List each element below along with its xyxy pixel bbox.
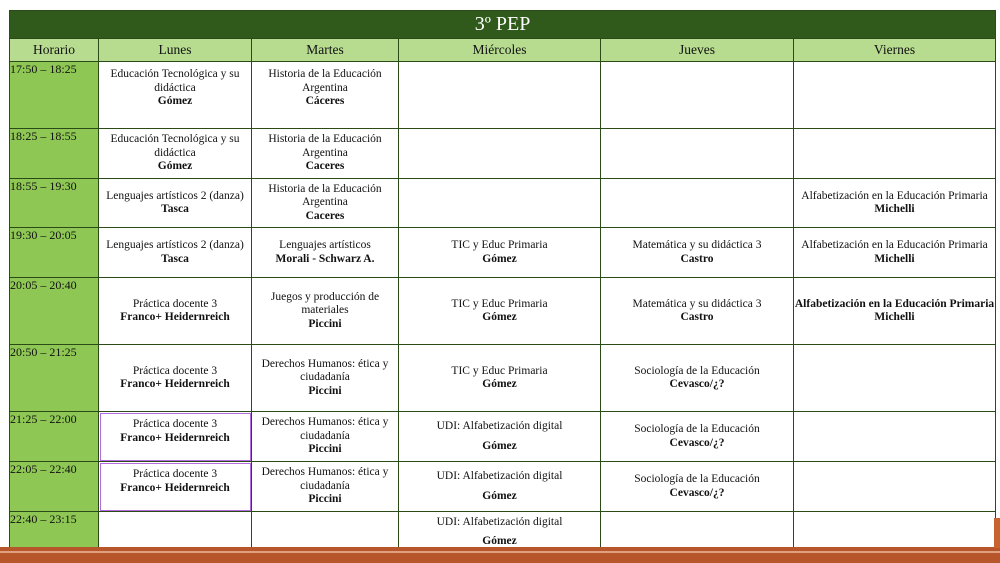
subject-text: Matemática y su didáctica 3 [632, 297, 762, 310]
teacher-text: Gómez [482, 489, 517, 502]
class-cell-lunes [99, 179, 252, 228]
teacher-text: Gómez [157, 95, 193, 107]
teacher-text: Piccini [308, 384, 342, 397]
schedule-title: 3º PEP [10, 11, 996, 39]
teacher-text: Michelli [874, 203, 915, 215]
time-slot: 20:50 – 21:25 [10, 345, 99, 412]
subject-text: Derechos Humanos: ética y ciudadanía [261, 357, 389, 384]
schedule-row [10, 412, 996, 462]
subject-text: Educación Tecnológica y su didáctica [110, 133, 240, 159]
header-viernes: Viernes [794, 39, 996, 62]
subject-text: Lenguajes artísticos [279, 239, 371, 251]
teacher-text: Piccini [308, 443, 342, 456]
subject-text: UDI: Alfabetización digital [436, 470, 563, 482]
class-cell-martes [252, 179, 399, 228]
time-slot: 18:55 – 19:30 [10, 179, 99, 228]
teacher-text: Franco+ Heidernreich [120, 481, 230, 494]
subject-text: Sociología de la Educación [634, 423, 760, 435]
teacher-text: Cevasco/¿? [669, 378, 725, 390]
teacher-text: Piccini [308, 317, 342, 330]
subject-text: Lenguajes artísticos 2 (danza) [106, 189, 244, 202]
teacher-text: Franco+ Heidernreich [120, 378, 230, 390]
subject-text: Juegos y producción de materiales [270, 290, 380, 317]
time-slot: 22:40 – 23:15 [10, 512, 99, 553]
class-cell-viernes [794, 179, 996, 228]
subject-text: Historia de la Educación Argentina [268, 133, 382, 159]
time-slot: 19:30 – 20:05 [10, 228, 99, 278]
teacher-text: Cáceres [305, 95, 345, 107]
teacher-text: Morali - Schwarz A. [275, 252, 375, 265]
subject-text: Sociología de la Educación [634, 364, 760, 377]
schedule-row [10, 462, 996, 512]
time-slot: 17:50 – 18:25 [10, 62, 99, 129]
class-cell-jueves [601, 228, 794, 278]
class-cell-martes [252, 462, 399, 512]
teacher-text: Franco+ Heidernreich [120, 311, 230, 323]
schedule-row [10, 62, 996, 129]
time-slot: 22:05 – 22:40 [10, 462, 99, 512]
subject-text: UDI: Alfabetización digital [436, 515, 563, 528]
subject-text: Alfabetización en la Educación Primaria [801, 239, 988, 251]
teacher-text: Cevasco/¿? [669, 486, 725, 499]
class-cell-miercoles [399, 62, 601, 129]
class-cell-miercoles [399, 412, 601, 462]
teacher-text: Gómez [482, 311, 517, 323]
class-cell-miercoles [399, 278, 601, 345]
subject-text: Alfabetización en la Educación Primaria [794, 297, 995, 310]
teacher-text: Michelli [874, 252, 915, 265]
right-accent-bar [994, 518, 1000, 548]
class-cell-martes [252, 412, 399, 462]
header-martes: Martes [252, 39, 399, 62]
teacher-text: Gómez [482, 535, 517, 547]
class-cell-lunes [99, 228, 252, 278]
schedule-row [10, 278, 996, 345]
subject-text: TIC y Educ Primaria [451, 364, 548, 377]
class-cell-jueves [601, 179, 794, 228]
time-slot: 20:05 – 20:40 [10, 278, 99, 345]
schedule-row [10, 129, 996, 179]
teacher-text: Franco+ Heidernreich [120, 431, 230, 444]
class-cell-miercoles [399, 228, 601, 278]
class-cell-viernes [794, 412, 996, 462]
schedule-row [10, 228, 996, 278]
class-cell-martes [252, 129, 399, 179]
teacher-text: Piccini [308, 493, 342, 506]
class-cell-viernes [794, 129, 996, 179]
teacher-text: Gómez [157, 160, 193, 173]
class-cell-miercoles [399, 345, 601, 412]
class-cell-jueves [601, 129, 794, 179]
class-cell-martes [252, 278, 399, 345]
subject-text: Práctica docente 3 [132, 297, 218, 310]
header-miercoles: Miércoles [399, 39, 601, 62]
teacher-text: Gómez [482, 378, 517, 390]
class-cell-martes [252, 345, 399, 412]
teacher-text: Caceres [305, 209, 345, 222]
class-cell-martes [252, 228, 399, 278]
class-cell-viernes [794, 462, 996, 512]
class-cell-lunes [99, 62, 252, 129]
subject-text: Matemática y su didáctica 3 [632, 239, 762, 251]
teacher-text: Tasca [161, 252, 189, 265]
schedule-table [9, 10, 996, 553]
teacher-text: Gómez [482, 252, 517, 265]
subject-text: Educación Tecnológica y su didáctica [110, 68, 240, 94]
subject-text: Lenguajes artísticos 2 (danza) [106, 239, 244, 251]
class-cell-lunes [99, 278, 252, 345]
subject-text: TIC y Educ Primaria [451, 239, 548, 251]
subject-text: TIC y Educ Primaria [451, 297, 548, 310]
class-cell-viernes [794, 228, 996, 278]
header-row [10, 39, 996, 62]
time-slot: 18:25 – 18:55 [10, 129, 99, 179]
subject-text: Historia de la Educación Argentina [268, 182, 382, 209]
teacher-text: Castro [680, 311, 714, 323]
class-cell-jueves [601, 345, 794, 412]
class-cell-miercoles [399, 179, 601, 228]
subject-text: Alfabetización en la Educación Primaria [801, 189, 988, 202]
class-cell-viernes [794, 62, 996, 129]
subject-text: Historia de la Educación Argentina [268, 68, 382, 94]
class-cell-viernes [794, 345, 996, 412]
header-lunes: Lunes [99, 39, 252, 62]
teacher-text: Cevasco/¿? [669, 436, 725, 449]
subject-text: Derechos Humanos: ética y ciudadanía [261, 466, 389, 492]
subject-text: Práctica docente 3 [132, 468, 218, 480]
class-cell-jueves [601, 412, 794, 462]
band-stripe [0, 551, 1000, 553]
class-cell-viernes [794, 278, 996, 345]
time-slot: 21:25 – 22:00 [10, 412, 99, 462]
teacher-text: Caceres [305, 160, 345, 173]
class-cell-jueves [601, 278, 794, 345]
class-cell-miercoles [399, 462, 601, 512]
class-cell-lunes [99, 345, 252, 412]
teacher-text: Gómez [482, 439, 517, 452]
subject-text: Práctica docente 3 [132, 418, 218, 430]
header-jueves: Jueves [601, 39, 794, 62]
class-cell-jueves [601, 62, 794, 129]
teacher-text: Tasca [161, 203, 189, 215]
subject-text: Práctica docente 3 [132, 364, 218, 377]
class-cell-miercoles [399, 129, 601, 179]
class-cell-lunes [99, 412, 252, 462]
subject-text: Derechos Humanos: ética y ciudadanía [261, 416, 389, 442]
schedule-row [10, 345, 996, 412]
header-horario: Horario [10, 39, 99, 62]
class-cell-jueves [601, 462, 794, 512]
subject-text: Sociología de la Educación [634, 473, 760, 485]
class-cell-lunes [99, 462, 252, 512]
class-cell-martes [252, 62, 399, 129]
teacher-text: Michelli [874, 311, 915, 323]
subject-text: UDI: Alfabetización digital [436, 420, 563, 432]
class-cell-lunes [99, 129, 252, 179]
schedule-row [10, 179, 996, 228]
bottom-decorative-band [0, 547, 1000, 563]
teacher-text: Castro [680, 252, 714, 265]
